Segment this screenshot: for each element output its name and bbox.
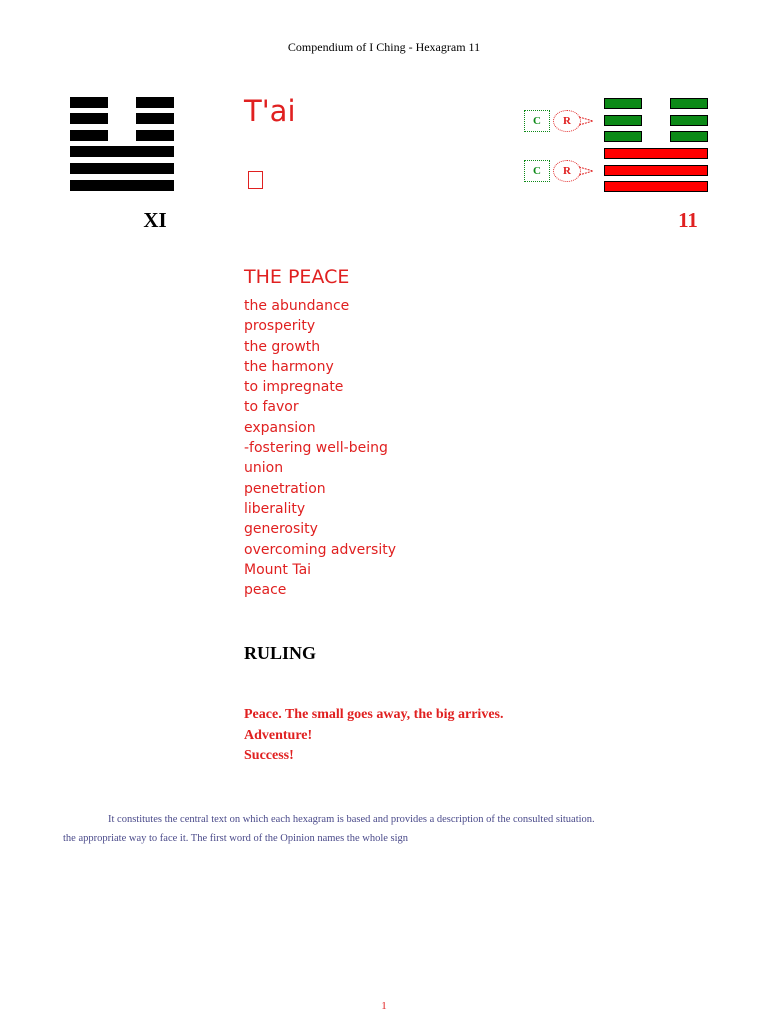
broken-line-3-right	[136, 130, 174, 141]
keyword-item: liberality	[244, 500, 306, 517]
red-solid-line-6	[604, 181, 708, 192]
broken-line-2-left	[70, 113, 108, 124]
ruling-text	[244, 705, 504, 767]
document-header: Compendium of I Ching - Hexagram 11	[287, 40, 481, 54]
lower-trigram-c-label: C	[524, 160, 550, 182]
ruling-line: Adventure!	[244, 727, 313, 743]
upper-trigram-c-label: C	[524, 110, 550, 132]
keyword-item: the harmony	[244, 358, 334, 375]
keyword-item: the abundance	[244, 298, 350, 314]
solid-line-6	[70, 180, 174, 191]
red-solid-line-4	[604, 148, 708, 159]
keyword-item: union	[244, 460, 284, 477]
keyword-list	[244, 296, 396, 600]
keyword-item: expansion	[244, 419, 316, 436]
broken-line-1-left	[70, 97, 108, 108]
ruling-line: Peace. The small goes away, the big arrives.	[244, 707, 504, 722]
green-broken-line-1-right	[670, 98, 708, 109]
keyword-item: prosperity	[244, 318, 316, 335]
green-broken-line-3-right	[670, 131, 708, 142]
keyword-item: the growth	[244, 338, 321, 355]
keyword-item: generosity	[244, 521, 318, 538]
hexagram-roman-number: XI	[143, 208, 167, 232]
green-broken-line-1-left	[604, 98, 642, 109]
keyword-item: peace	[244, 582, 287, 599]
page-number: 1	[381, 1000, 387, 1012]
keyword-item: to impregnate	[244, 379, 344, 396]
solid-line-4	[70, 146, 174, 157]
explanatory-note-line-2: the appropriate way to face it. The first word of the Opinion names the whole sign	[63, 833, 409, 844]
keyword-item: to favor	[244, 399, 299, 416]
red-solid-line-5	[604, 165, 708, 176]
hexagram-number: 11	[678, 208, 698, 232]
broken-line-2-right	[136, 113, 174, 124]
ruling-line: Success!	[244, 748, 294, 763]
green-broken-line-2-left	[604, 115, 642, 126]
ruling-heading: RULING	[244, 643, 317, 663]
keyword-item: penetration	[244, 480, 326, 497]
broken-line-3-left	[70, 130, 108, 141]
missing-glyph-icon	[248, 171, 263, 189]
keyword-item: Mount Tai	[244, 561, 312, 578]
upper-trigram-r-label: R	[553, 110, 581, 132]
broken-line-1-right	[136, 97, 174, 108]
green-broken-line-2-right	[670, 115, 708, 126]
explanatory-note-line-1: It constitutes the central text on which each hexagram is based and provides a description of the consulted situation.	[108, 814, 595, 825]
lower-trigram-r-label: R	[553, 160, 581, 182]
green-broken-line-3-left	[604, 131, 642, 142]
keyword-item: -fostering well-being	[244, 440, 388, 457]
pointer-arrow-icon	[579, 166, 595, 176]
keyword-item: overcoming adversity	[244, 541, 396, 558]
hexagram-title: T'ai	[244, 94, 296, 128]
pointer-arrow-icon	[579, 116, 595, 126]
section-title: THE PEACE	[244, 266, 350, 288]
solid-line-5	[70, 163, 174, 174]
